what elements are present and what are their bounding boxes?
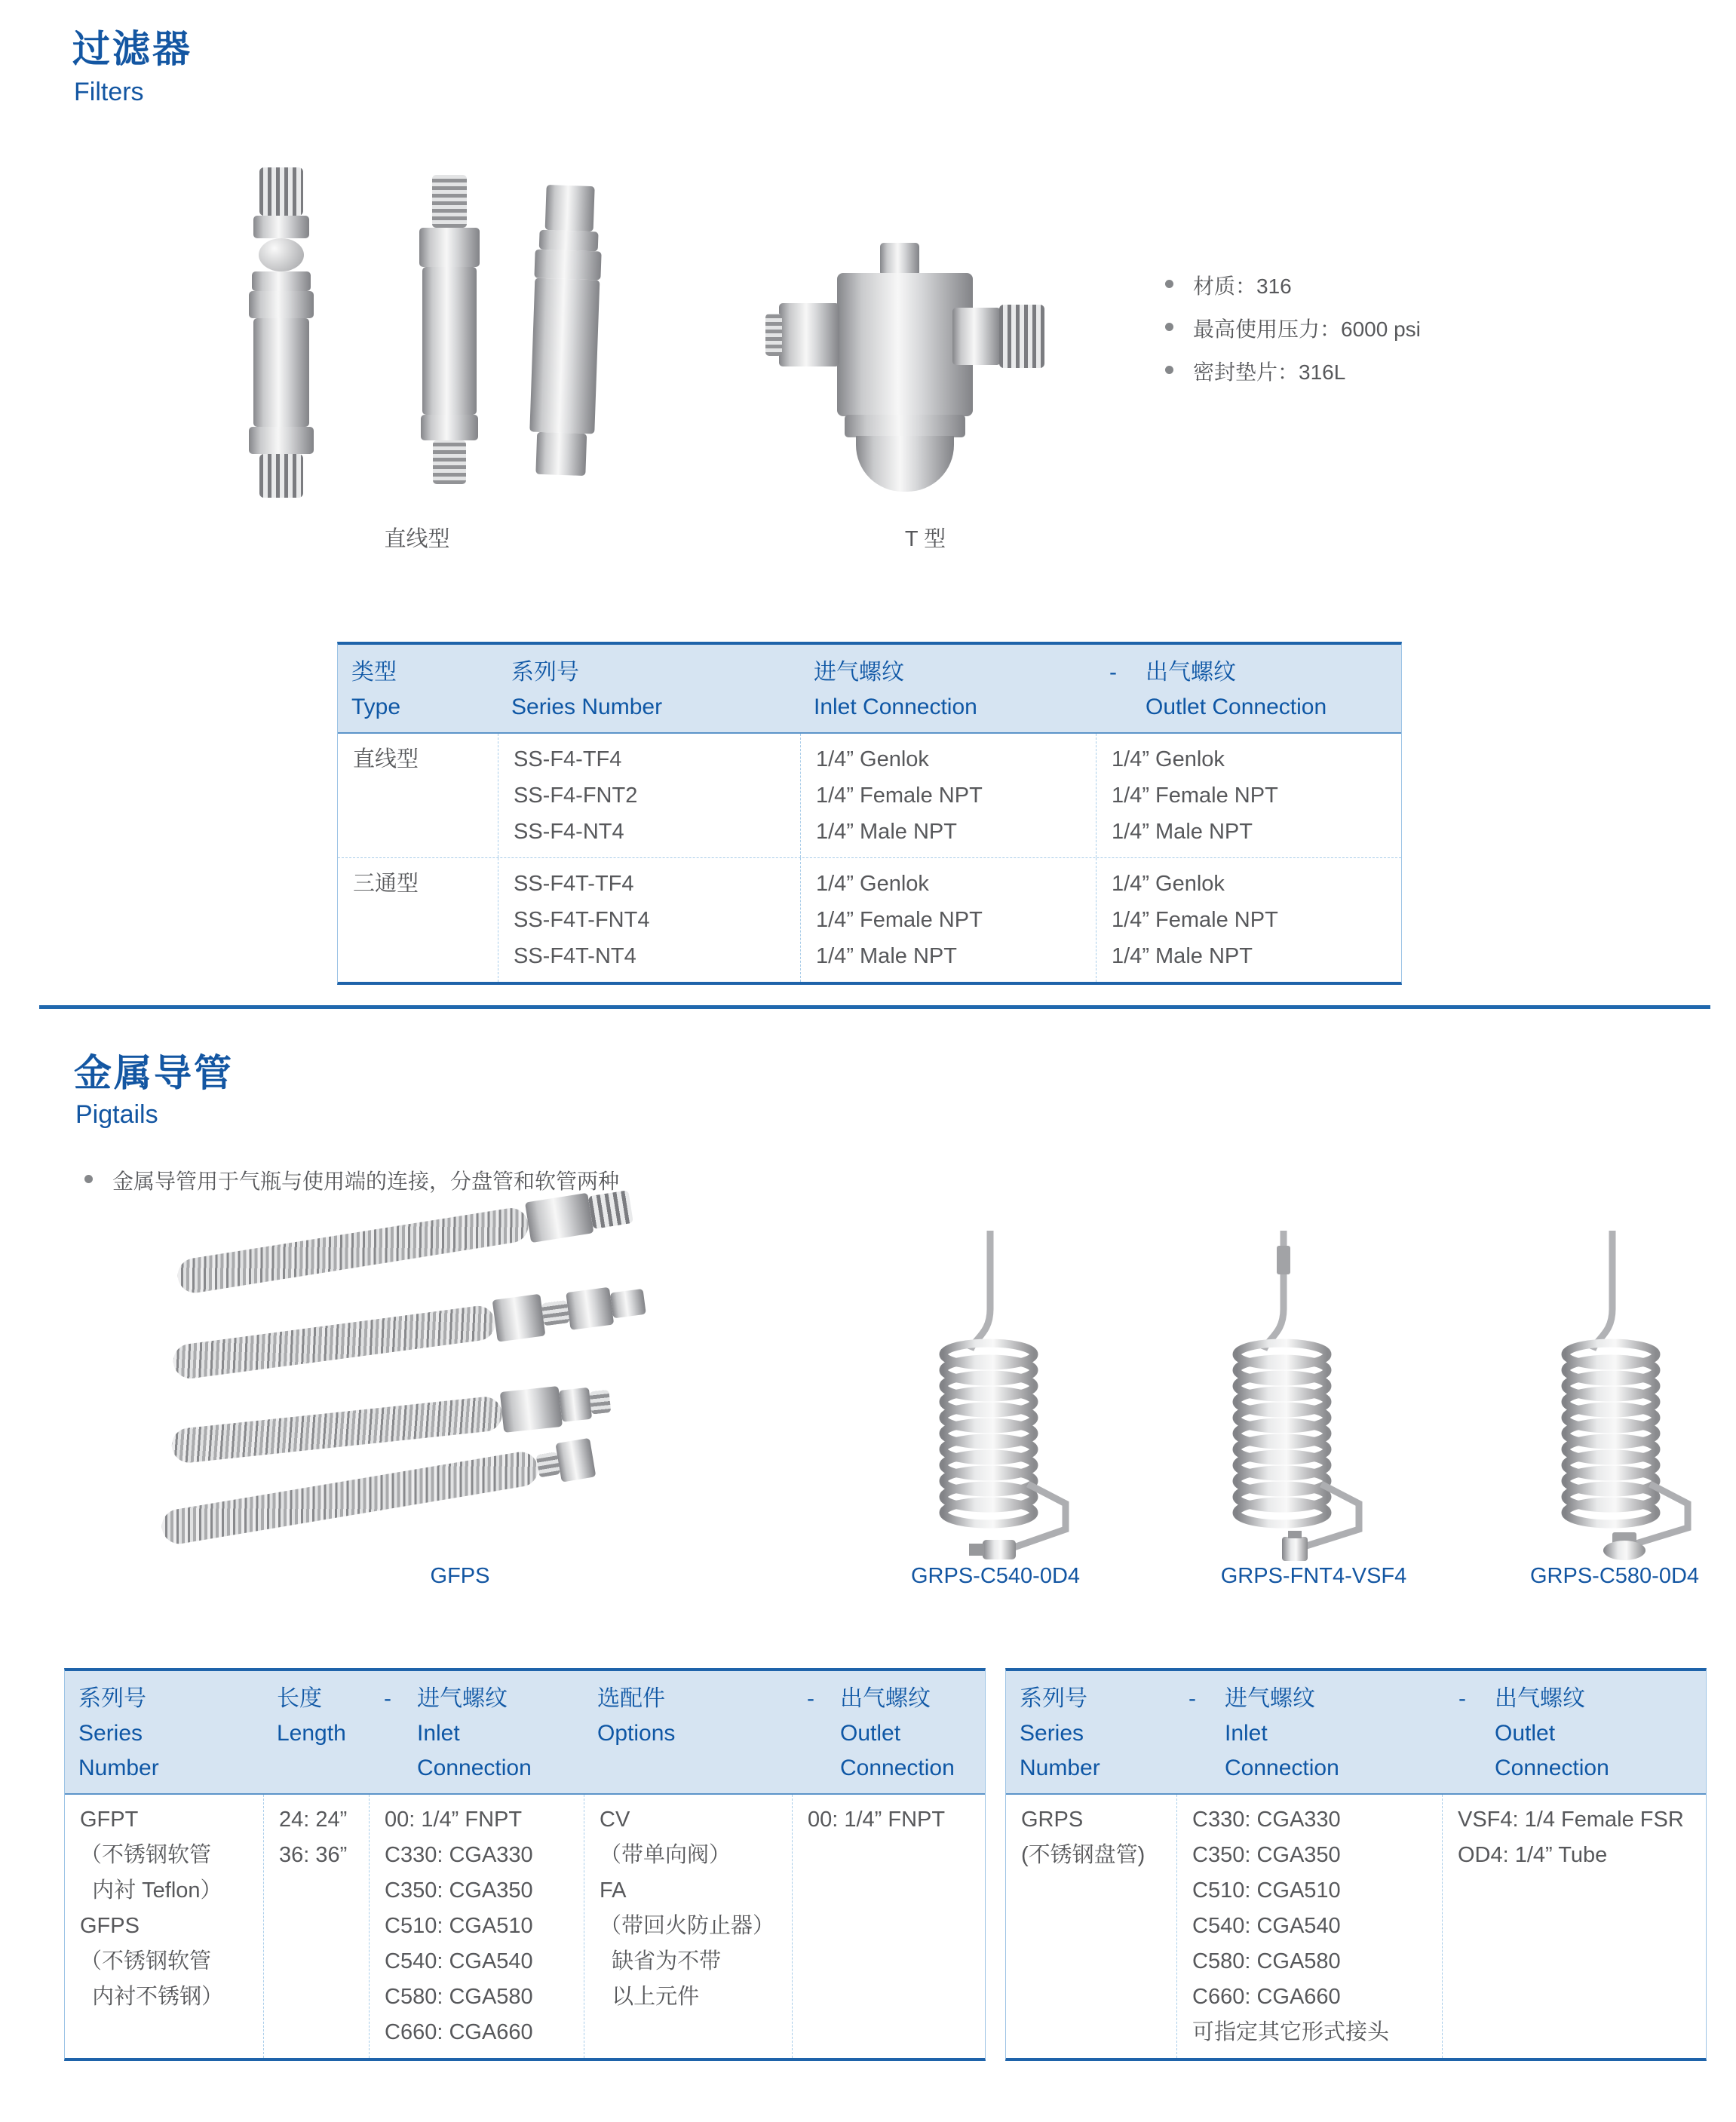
bullet-icon (1165, 366, 1173, 374)
spec-text: 密封垫片：316L (1193, 360, 1346, 384)
cell-line: 以上元件 (600, 1985, 700, 2009)
header-options: 选配件 Options (597, 1686, 676, 1746)
cell-line: OD4: 1/4” Tube (1458, 1843, 1608, 1867)
cell-line: 1/4” Female NPT (1112, 908, 1278, 932)
cell-line: 1/4” Genlok (1112, 872, 1225, 896)
bullet-icon (1165, 323, 1173, 331)
cell-line: 1/4” Genlok (1112, 747, 1225, 771)
length-cell (263, 1795, 369, 2058)
order-code-dash: - (384, 1686, 391, 1711)
series-cell (1006, 1795, 1176, 2058)
header-outlet-connection: - 出气螺纹 Outlet Connection (792, 1671, 985, 1793)
cell-line: 1/4” Female NPT (816, 908, 983, 932)
pigtail-coil-photo-2 (1169, 1228, 1395, 1564)
outlet-cell (1096, 734, 1401, 857)
header-inlet-connection: - 进气螺纹 Inlet Connection (1176, 1671, 1442, 1793)
cell-line: 可指定其它形式接头 (1192, 2020, 1390, 2044)
header-inlet-connection: 进气螺纹 Inlet Connection (814, 660, 977, 719)
filters-table-header (338, 645, 1401, 734)
cell-line: （不锈钢软管 (80, 1949, 212, 1973)
cell-line: SS-F4-NT4 (514, 820, 624, 844)
cell-line: 00: 1/4” FNPT (385, 1808, 523, 1832)
pigtails-description (84, 1165, 619, 1195)
cell-line: C660: CGA660 (385, 2020, 533, 2044)
cell-line: 内衬 Teflon） (80, 1878, 222, 1903)
cell-line: 1/4” Male NPT (1112, 820, 1253, 844)
pigtails-hose-table-header (65, 1671, 985, 1795)
filters-section-title-en: Filters (74, 78, 144, 106)
pigtail-hose-photo-1 (175, 1186, 634, 1298)
pigtail-coil-photo-1 (876, 1228, 1102, 1564)
pigtails-coil-table (1005, 1668, 1707, 2061)
inlet-cell (1176, 1795, 1442, 2058)
cell-line: GRPS (1021, 1808, 1084, 1832)
cell-line: 三通型 (353, 872, 419, 896)
cell-line: C540: CGA540 (1192, 1914, 1341, 1938)
series-cell (498, 734, 800, 857)
cell-line: FA (600, 1878, 627, 1903)
outlet-cell (1442, 1795, 1706, 2058)
cell-line: （带单向阀） (600, 1843, 732, 1867)
series-cell (65, 1795, 263, 2058)
header-series-number: 系列号 Series Number (78, 1686, 159, 1780)
cell-line: GFPS (80, 1914, 140, 1938)
order-code-dash: - (807, 1686, 814, 1711)
header-length: 长度 Length (277, 1686, 346, 1746)
spec-text: 最高使用压力：6000 psi (1193, 317, 1421, 341)
cell-line: 1/4” Female NPT (816, 783, 983, 808)
inlet-cell (800, 858, 1096, 982)
header-outlet-connection: - 出气螺纹 Outlet Connection (1096, 645, 1401, 732)
description-text: 金属导管用于气瓶与使用端的连接，分盘管和软管两种 (112, 1170, 620, 1193)
cell-line: C540: CGA540 (385, 1949, 533, 1973)
straight-filter-photo-3 (527, 185, 603, 477)
cell-line: 直线型 (353, 747, 419, 771)
tee-filter-photo (765, 243, 1044, 492)
straight-filter-caption: 直线型 (384, 527, 450, 551)
cell-line: VSF4: 1/4 Female FSR (1458, 1808, 1684, 1832)
header-series-number: 系列号 Series Number (511, 660, 663, 719)
type-cell (338, 858, 498, 982)
cell-line: (不锈钢盘管) (1021, 1843, 1146, 1867)
outlet-cell (792, 1795, 985, 2058)
header-outlet-connection: - 出气螺纹 Outlet Connection (1442, 1671, 1706, 1793)
pigtail-hose-photo-2 (170, 1280, 647, 1385)
series-cell (498, 858, 800, 982)
filters-specs-list (1165, 270, 1421, 399)
cell-line: 1/4” Male NPT (816, 820, 957, 844)
spec-material (1165, 270, 1421, 300)
cell-line: C510: CGA510 (385, 1914, 533, 1938)
straight-filter-photo-1 (249, 167, 314, 498)
cell-line: 36: 36” (279, 1843, 348, 1867)
cell-line: SS-F4T-FNT4 (514, 908, 650, 932)
pigtail-coil-photo-3 (1498, 1228, 1724, 1564)
options-cell (584, 1795, 792, 2058)
spec-gasket (1165, 356, 1421, 386)
cell-line: 00: 1/4” FNPT (808, 1808, 946, 1832)
cell-line: 缺省为不带 (600, 1949, 722, 1973)
bullet-icon (84, 1175, 93, 1183)
cell-line: 24: 24” (279, 1808, 348, 1832)
cell-line: SS-F4T-NT4 (514, 944, 636, 968)
cell-line: 1/4” Genlok (816, 872, 929, 896)
cell-line: C510: CGA510 (1192, 1878, 1341, 1903)
order-code-dash: - (1109, 660, 1117, 685)
product-caption-gfps: GFPS (430, 1564, 490, 1588)
cell-line: SS-F4T-TF4 (514, 872, 634, 896)
cell-line: C350: CGA350 (1192, 1843, 1341, 1867)
inlet-cell (800, 734, 1096, 857)
tee-filter-caption: T 型 (904, 527, 946, 551)
product-caption-grps-c580: GRPS-C580-0D4 (1529, 1564, 1700, 1588)
cell-line: 1/4” Male NPT (1112, 944, 1253, 968)
cell-line: C580: CGA580 (1192, 1949, 1341, 1973)
spec-text: 材质：316 (1193, 274, 1292, 298)
pigtails-hose-table (64, 1668, 986, 2061)
order-code-dash: - (1458, 1686, 1466, 1711)
product-caption-grps-c540: GRPS-C540-0D4 (910, 1564, 1081, 1588)
cell-line: 1/4” Genlok (816, 747, 929, 771)
cell-line: C580: CGA580 (385, 1985, 533, 2009)
pigtails-coil-table-header (1006, 1671, 1706, 1795)
section-divider (39, 1005, 1710, 1009)
filters-table-body (338, 734, 1401, 982)
pigtails-hose-table-body (65, 1795, 985, 2058)
pigtails-coil-table-body (1006, 1795, 1706, 2058)
header-series-number: 系列号 Series Number (1020, 1686, 1100, 1780)
cell-line: SS-F4-FNT2 (514, 783, 638, 808)
pigtails-section-title-zh: 金属导管 (74, 1052, 234, 1094)
cell-line: （带回火防止器） (600, 1914, 775, 1938)
cell-line: 1/4” Male NPT (816, 944, 957, 968)
cell-line: （不锈钢软管 (80, 1843, 212, 1867)
cell-line: C330: CGA330 (1192, 1808, 1341, 1832)
table-group-straight (338, 734, 1401, 857)
straight-filter-photo-2 (419, 175, 480, 484)
table-group-tee (338, 857, 1401, 982)
pigtails-section-title-en: Pigtails (75, 1100, 158, 1129)
filters-table (337, 642, 1402, 985)
bullet-icon (1165, 280, 1173, 288)
product-caption-grps-fnt4: GRPS-FNT4-VSF4 (1220, 1564, 1407, 1588)
cell-line: SS-F4-TF4 (514, 747, 622, 771)
type-cell (338, 734, 498, 857)
cell-line: CV (600, 1808, 630, 1832)
header-inlet-connection: - 进气螺纹 Inlet Connection (369, 1671, 584, 1793)
inlet-cell (369, 1795, 584, 2058)
spec-max-pressure (1165, 313, 1421, 343)
cell-line: C330: CGA330 (385, 1843, 533, 1867)
header-type: 类型 Type (351, 660, 401, 719)
cell-line: GFPT (80, 1808, 139, 1832)
filters-section-title-zh: 过滤器 (72, 28, 192, 70)
cell-line: C660: CGA660 (1192, 1985, 1341, 2009)
outlet-cell (1096, 858, 1401, 982)
cell-line: 内衬不锈钢） (80, 1985, 224, 2009)
cell-line: C350: CGA350 (385, 1878, 533, 1903)
order-code-dash: - (1189, 1686, 1196, 1711)
cell-line: 1/4” Female NPT (1112, 783, 1278, 808)
